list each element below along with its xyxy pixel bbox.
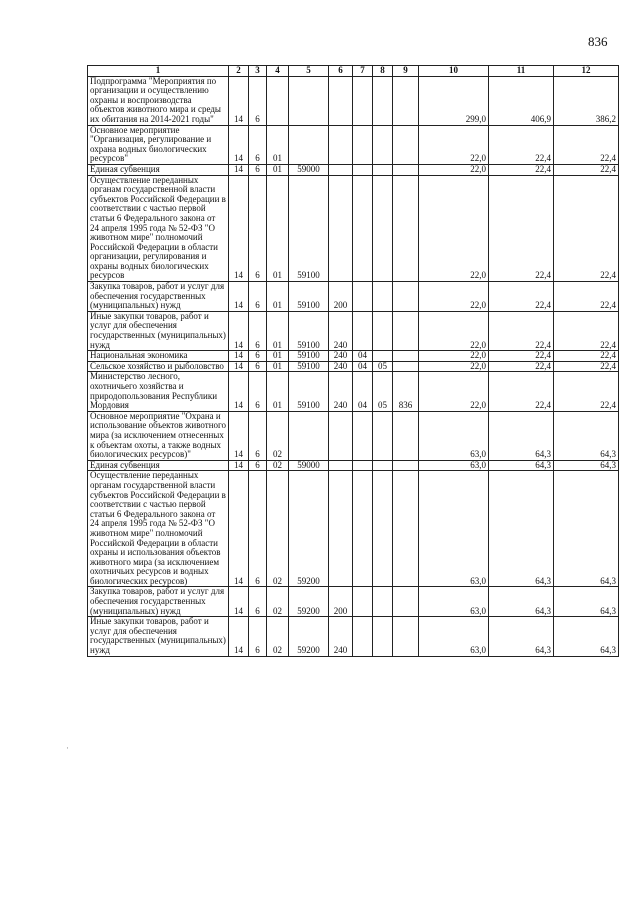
cell-c2: 14 [229,164,249,175]
row-name: Иные закупки товаров, работ и услуг для обеспечения государственных (муниципальных) нужд [88,617,229,656]
amount-c11: 64,3 [489,587,554,617]
amount-c10: 22,0 [419,164,489,175]
table-row [88,372,619,411]
cell-c3: 6 [249,361,267,372]
cell-c4: 02 [267,617,289,656]
table-row [88,471,619,587]
amount-c10: 22,0 [419,175,489,282]
cell-c6 [329,125,353,164]
row-name: Министерство лесного, охотничьего хозяйства и природопользования Республики Мордовия [88,372,229,411]
amount-c10: 22,0 [419,361,489,372]
row-name: Единая субвенция [88,460,229,471]
cell-c5: 59100 [289,372,329,411]
amount-c12: 64,3 [554,587,619,617]
cell-c7 [353,164,373,175]
cell-c3: 6 [249,411,267,460]
cell-c5: 59000 [289,164,329,175]
amount-c11: 64,3 [489,460,554,471]
cell-c5: 59100 [289,361,329,372]
cell-c2: 14 [229,372,249,411]
cell-c5 [289,76,329,125]
amount-c10: 22,0 [419,125,489,164]
cell-c7 [353,125,373,164]
amount-c12: 22,4 [554,175,619,282]
header-cell-4: 4 [267,66,289,77]
cell-c8 [373,351,393,362]
amount-c11: 22,4 [489,311,554,350]
table-row [88,351,619,362]
header-cell-3: 3 [249,66,267,77]
amount-c11: 22,4 [489,351,554,362]
cell-c2: 14 [229,587,249,617]
header-cell-9: 9 [393,66,419,77]
cell-c7 [353,411,373,460]
cell-c8: 05 [373,361,393,372]
table-row [88,164,619,175]
amount-c10: 22,0 [419,351,489,362]
cell-c9 [393,311,419,350]
cell-c9 [393,411,419,460]
amount-c10: 63,0 [419,471,489,587]
cell-c4: 02 [267,411,289,460]
cell-c6: 240 [329,372,353,411]
row-name: Осуществление переданных органам государственной власти субъектов Российской Федерации в соответствии с частью первой статьи 6 Федерального закона от 24 апреля 1995 года № 52-ФЗ "О животном мире" полномочий Российской Федерации в области охраны и использования объектов животного мира (за исключением охотничьих ресурсов и водных биологических ресурсов) [88,471,229,587]
amount-c12: 64,3 [554,460,619,471]
amount-c12: 22,4 [554,282,619,312]
cell-c7 [353,76,373,125]
row-name: Основное мероприятие "Охрана и использование объектов животного мира (за исключением отнесенных к объектам охоты, а также водных биологических ресурсов)" [88,411,229,460]
cell-c6 [329,411,353,460]
cell-c9: 836 [393,372,419,411]
cell-c6: 240 [329,311,353,350]
amount-c11: 64,3 [489,411,554,460]
amount-c11: 22,4 [489,372,554,411]
cell-c2: 14 [229,460,249,471]
amount-c11: 22,4 [489,361,554,372]
header-cell-1: 1 [88,66,229,77]
cell-c4: 02 [267,471,289,587]
cell-c3: 6 [249,125,267,164]
cell-c9 [393,361,419,372]
cell-c4: 01 [267,282,289,312]
cell-c7: 04 [353,351,373,362]
header-cell-10: 10 [419,66,489,77]
table-row [88,76,619,125]
cell-c5: 59200 [289,587,329,617]
cell-c5 [289,125,329,164]
cell-c5 [289,411,329,460]
cell-c7 [353,617,373,656]
cell-c6: 200 [329,587,353,617]
cell-c8 [373,164,393,175]
budget-table [87,65,619,657]
row-name: Иные закупки товаров, работ и услуг для обеспечения государственных (муниципальных) нужд [88,311,229,350]
cell-c9 [393,164,419,175]
cell-c2: 14 [229,76,249,125]
cell-c4: 01 [267,361,289,372]
amount-c10: 299,0 [419,76,489,125]
cell-c5: 59200 [289,471,329,587]
cell-c6: 240 [329,351,353,362]
cell-c8 [373,311,393,350]
amount-c12: 64,3 [554,471,619,587]
header-cell-2: 2 [229,66,249,77]
cell-c2: 14 [229,411,249,460]
cell-c9 [393,460,419,471]
cell-c3: 6 [249,175,267,282]
header-cell-12: 12 [554,66,619,77]
amount-c11: 406,9 [489,76,554,125]
amount-c10: 63,0 [419,587,489,617]
cell-c2: 14 [229,175,249,282]
cell-c4: 01 [267,125,289,164]
row-name: Основное мероприятие "Организация, регулирование и охрана водных биологических ресурсов" [88,125,229,164]
amount-c12: 64,3 [554,411,619,460]
cell-c9 [393,282,419,312]
cell-c4: 02 [267,460,289,471]
cell-c8 [373,411,393,460]
cell-c7: 04 [353,361,373,372]
cell-c7 [353,282,373,312]
cell-c8 [373,617,393,656]
cell-c2: 14 [229,617,249,656]
cell-c6 [329,460,353,471]
amount-c10: 63,0 [419,617,489,656]
amount-c12: 64,3 [554,617,619,656]
table-row [88,311,619,350]
cell-c8 [373,175,393,282]
cell-c9 [393,351,419,362]
cell-c6: 240 [329,617,353,656]
cell-c2: 14 [229,282,249,312]
cell-c3: 6 [249,471,267,587]
cell-c3: 6 [249,372,267,411]
table-row [88,460,619,471]
table-row [88,361,619,372]
cell-c6: 200 [329,282,353,312]
cell-c5: 59100 [289,351,329,362]
row-name: Сельское хозяйство и рыболовство [88,361,229,372]
cell-c2: 14 [229,351,249,362]
header-cell-7: 7 [353,66,373,77]
cell-c5: 59100 [289,175,329,282]
amount-c10: 22,0 [419,311,489,350]
amount-c11: 22,4 [489,164,554,175]
cell-c7 [353,471,373,587]
cell-c7 [353,311,373,350]
table-row [88,617,619,656]
cell-c8: 05 [373,372,393,411]
cell-c3: 6 [249,587,267,617]
cell-c6 [329,164,353,175]
cell-c5: 59100 [289,282,329,312]
cell-c4: 01 [267,175,289,282]
cell-c3: 6 [249,76,267,125]
amount-c12: 22,4 [554,311,619,350]
table-row [88,587,619,617]
cell-c9 [393,471,419,587]
cell-c9 [393,125,419,164]
cell-c3: 6 [249,311,267,350]
cell-c4: 01 [267,164,289,175]
cell-c9 [393,175,419,282]
amount-c10: 22,0 [419,372,489,411]
cell-c5: 59200 [289,617,329,656]
cell-c4: 01 [267,311,289,350]
cell-c8 [373,282,393,312]
table-row [88,175,619,282]
cell-c6 [329,175,353,282]
amount-c11: 22,4 [489,282,554,312]
amount-c11: 64,3 [489,617,554,656]
cell-c2: 14 [229,361,249,372]
row-name: Закупка товаров, работ и услуг для обеспечения государственных (муниципальных) нужд [88,282,229,312]
amount-c12: 22,4 [554,372,619,411]
amount-c11: 64,3 [489,471,554,587]
amount-c12: 22,4 [554,361,619,372]
table-row [88,125,619,164]
cell-c6 [329,76,353,125]
page-number: 836 [588,34,608,49]
scan-mark: · [66,743,69,753]
table-body [88,76,619,656]
cell-c5: 59100 [289,311,329,350]
cell-c7: 04 [353,372,373,411]
cell-c3: 6 [249,282,267,312]
cell-c6 [329,471,353,587]
row-name: Единая субвенция [88,164,229,175]
cell-c3: 6 [249,460,267,471]
table-row [88,411,619,460]
cell-c9 [393,617,419,656]
cell-c6: 240 [329,361,353,372]
cell-c9 [393,587,419,617]
cell-c3: 6 [249,617,267,656]
amount-c12: 22,4 [554,125,619,164]
amount-c11: 22,4 [489,175,554,282]
amount-c12: 22,4 [554,351,619,362]
cell-c2: 14 [229,471,249,587]
cell-c4 [267,76,289,125]
cell-c9 [393,76,419,125]
cell-c7 [353,587,373,617]
cell-c2: 14 [229,311,249,350]
cell-c5: 59000 [289,460,329,471]
row-name: Закупка товаров, работ и услуг для обеспечения государственных (муниципальных) нужд [88,587,229,617]
amount-c12: 22,4 [554,164,619,175]
amount-c10: 63,0 [419,411,489,460]
amount-c10: 63,0 [419,460,489,471]
header-cell-11: 11 [489,66,554,77]
header-cell-8: 8 [373,66,393,77]
cell-c8 [373,587,393,617]
header-row [88,66,619,77]
row-name: Подпрограмма "Мероприятия по организации и осуществлению охраны и воспроизводства объектов животного мира и среды их обитания на 2014-2021 годы" [88,76,229,125]
cell-c8 [373,471,393,587]
amount-c12: 386,2 [554,76,619,125]
cell-c4: 01 [267,351,289,362]
cell-c4: 02 [267,587,289,617]
header-cell-6: 6 [329,66,353,77]
cell-c3: 6 [249,164,267,175]
row-name: Осуществление переданных органам государственной власти субъектов Российской Федерации в соответствии с частью первой статьи 6 Федерального закона от 24 апреля 1995 года № 52-ФЗ "О животном мире" полномочий Российской Федерации в области организации, регулирования и охраны водных биологических ресурсов [88,175,229,282]
table-row [88,282,619,312]
header-cell-5: 5 [289,66,329,77]
amount-c11: 22,4 [489,125,554,164]
cell-c7 [353,175,373,282]
amount-c10: 22,0 [419,282,489,312]
cell-c8 [373,125,393,164]
cell-c2: 14 [229,125,249,164]
cell-c4: 01 [267,372,289,411]
cell-c8 [373,76,393,125]
cell-c8 [373,460,393,471]
cell-c3: 6 [249,351,267,362]
row-name: Национальная экономика [88,351,229,362]
cell-c7 [353,460,373,471]
